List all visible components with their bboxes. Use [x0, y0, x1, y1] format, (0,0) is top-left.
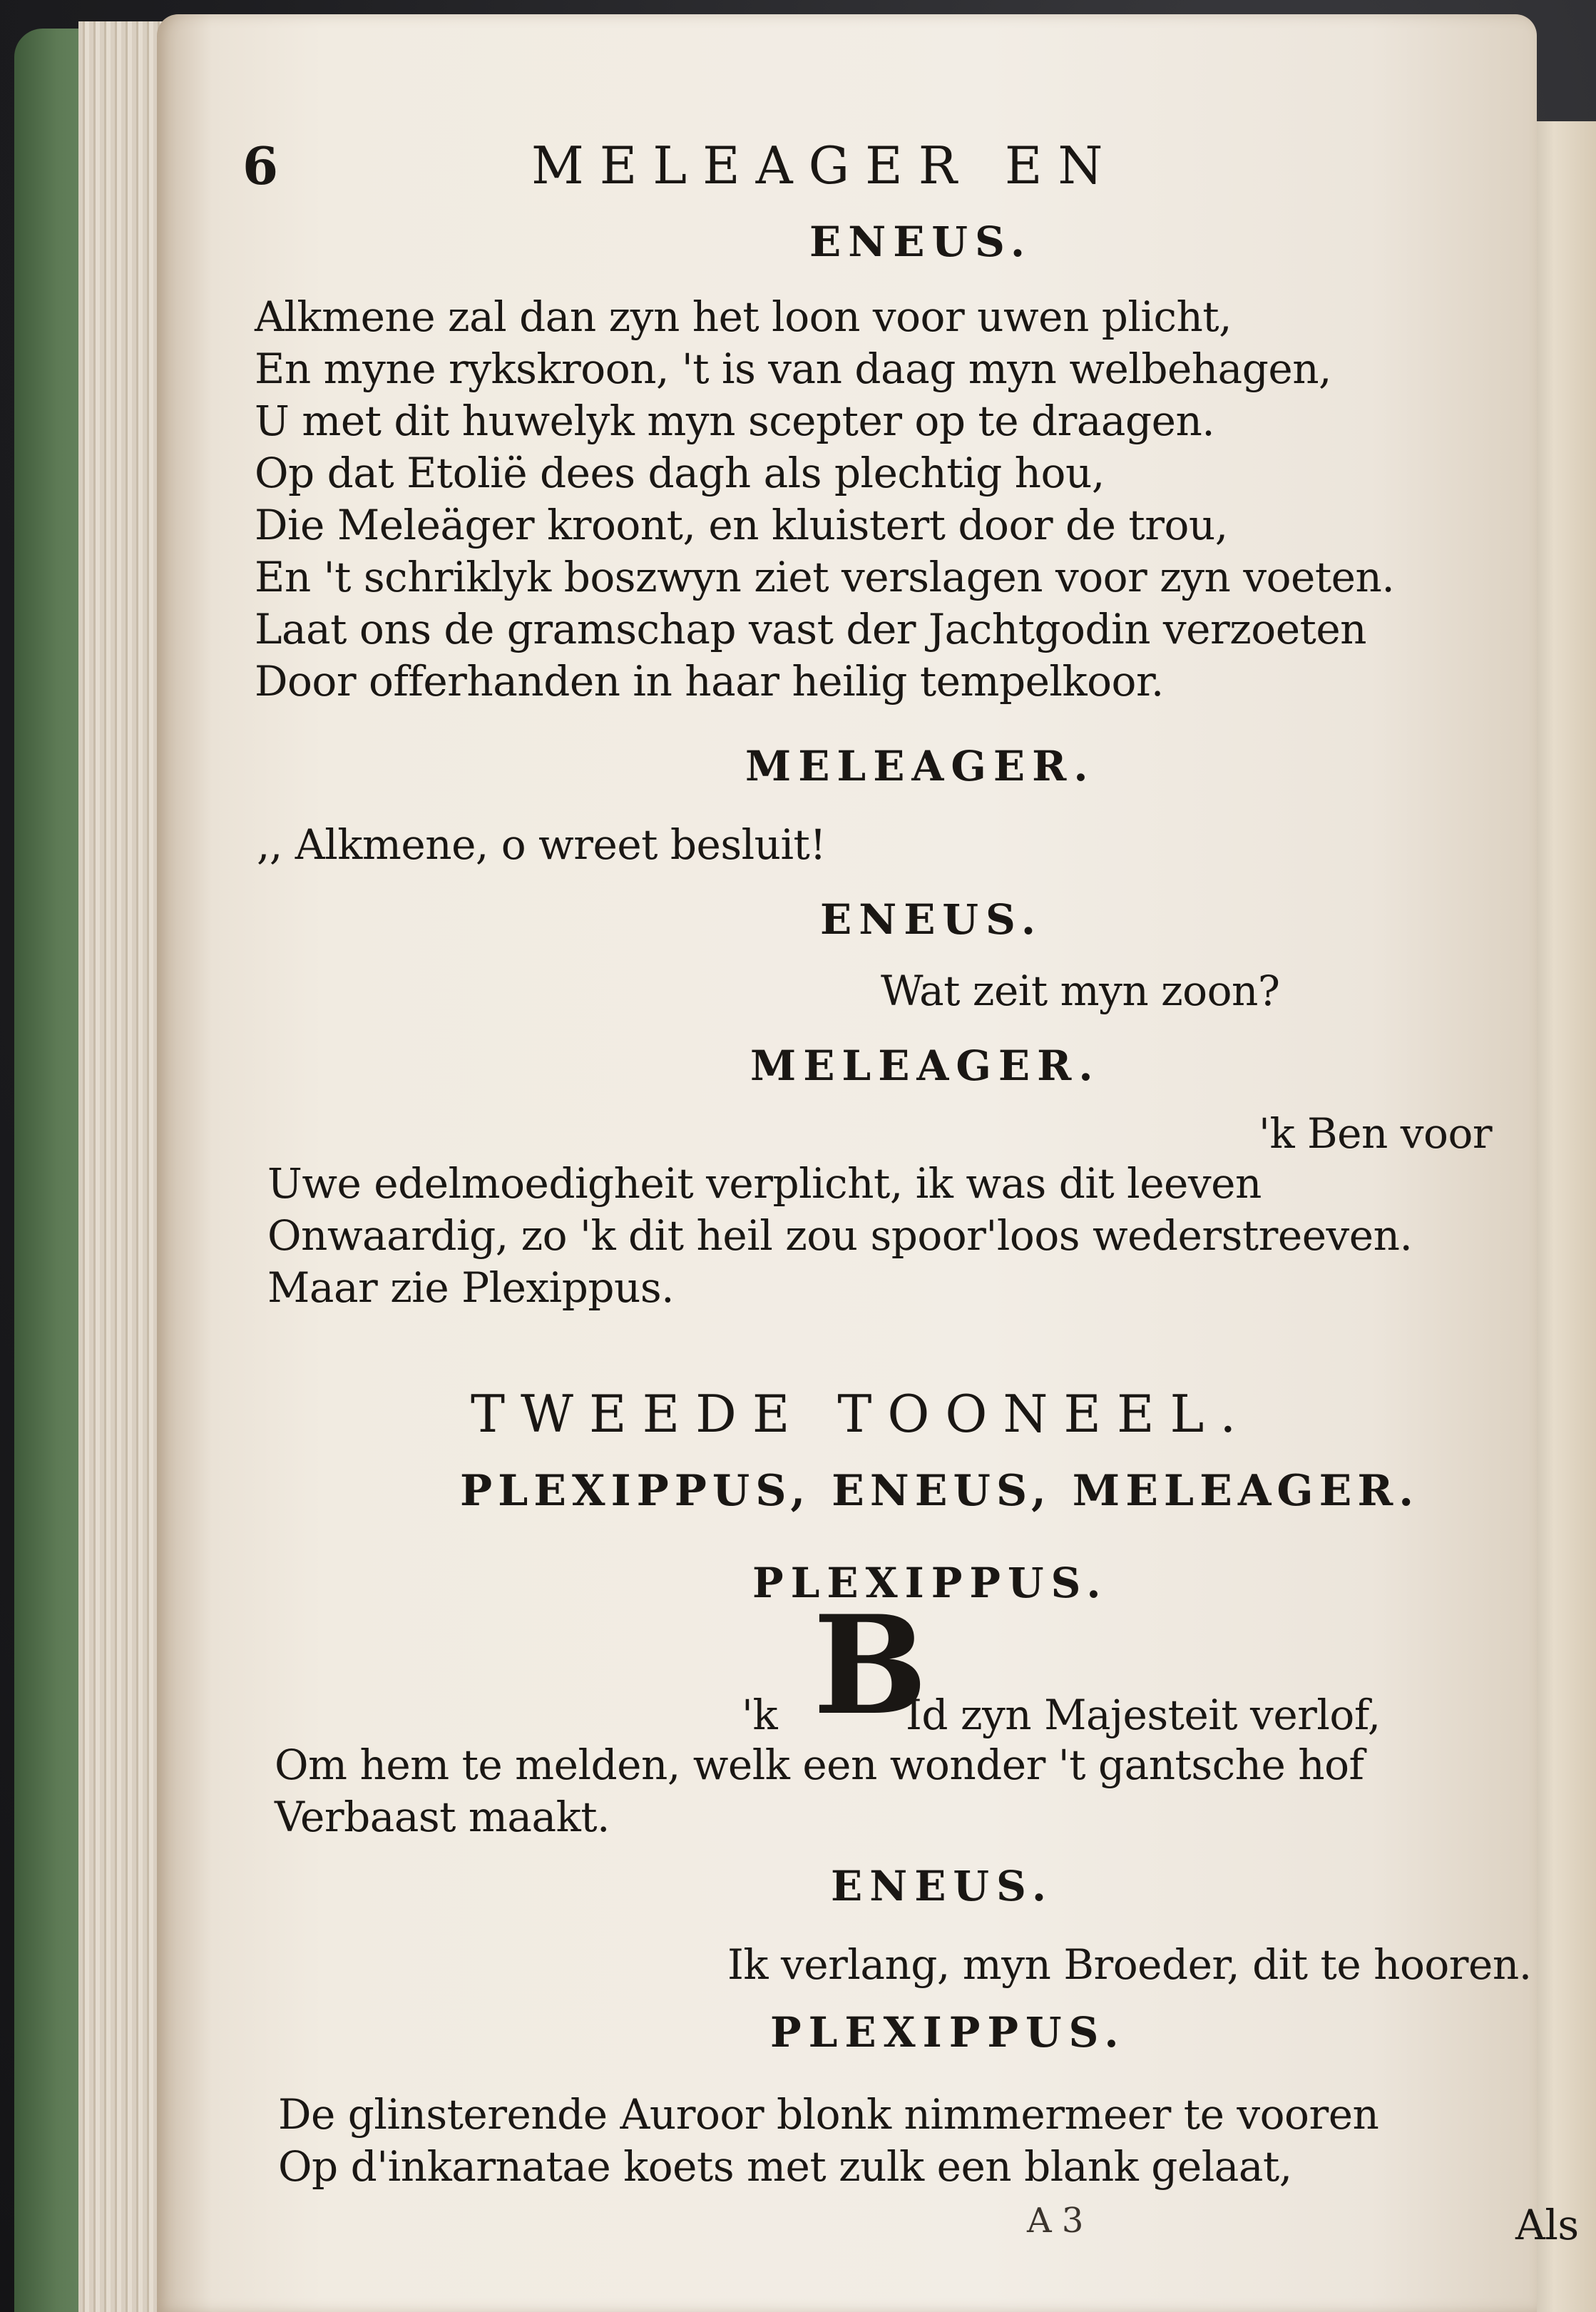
verse-line: ,, Alkmene, o wreet besluit!	[257, 820, 827, 869]
signature-mark: A 3	[1027, 2201, 1083, 2241]
verse-line: Onwaardig, zo 'k dit heil zou spoor'loos wederstreeven.	[267, 1211, 1413, 1260]
dropcap-prefix: 'k	[742, 1691, 778, 1739]
catchword: Als	[1515, 2201, 1579, 2249]
speaker-heading: ENEUS.	[809, 218, 1033, 266]
verse-line: Maar zie Plexippus.	[267, 1263, 675, 1312]
speaker-heading: PLEXIPPUS.	[752, 1559, 1108, 1607]
verse-line: Om hem te melden, welk een wonder 't gantsche hof	[275, 1741, 1364, 1789]
running-head: MELEAGER EN	[531, 136, 1119, 195]
verse-line: Laat ons de gramschap vast der Jachtgodin verzoeten	[255, 605, 1367, 653]
speaker-heading: PLEXIPPUS.	[770, 2008, 1126, 2057]
verse-line: Wat zeit myn zoon?	[881, 967, 1280, 1015]
speaker-heading: MELEAGER.	[745, 742, 1095, 790]
verse-line: Die Meleäger kroont, en kluistert door de trou,	[255, 501, 1228, 549]
verse-line: Op d'inkarnatae koets met zulk een blank gelaat,	[278, 2142, 1292, 2191]
verse-line: En 't schriklyk boszwyn ziet verslagen voor zyn voeten.	[255, 553, 1395, 601]
verse-line: U met dit huwelyk myn scepter op te draagen.	[255, 397, 1215, 445]
cast-list: PLEXIPPUS, ENEUS, MELEAGER.	[460, 1466, 1420, 1516]
scene-title: TWEEDE TOONEEL.	[471, 1384, 1252, 1444]
verse-line: Op dat Etolië dees dagh als plechtig hou,	[255, 449, 1105, 497]
verse-line: Uwe edelmoedigheit verplicht, ik was dit leeven	[267, 1159, 1262, 1208]
verse-line: Ik verlang, myn Broeder, dit te hooren.	[727, 1940, 1532, 1989]
speaker-heading: ENEUS.	[831, 1862, 1054, 1910]
verse-line: 'k Ben voor	[1259, 1109, 1493, 1158]
verse-line: Verbaast maakt.	[275, 1793, 610, 1841]
page-number: 6	[242, 136, 278, 196]
verse-line: En myne rykskroon, 't is van daag myn welbehagen,	[255, 345, 1331, 393]
verse-line: Id zyn Majesteit verlof,	[906, 1691, 1381, 1739]
speaker-heading: ENEUS.	[820, 895, 1043, 944]
verse-line: Alkmene zal dan zyn het loon voor uwen plicht,	[255, 292, 1232, 341]
drop-capital: B	[813, 1586, 928, 1745]
speaker-heading: MELEAGER.	[750, 1042, 1100, 1090]
verse-line: De glinsterende Auroor blonk nimmermeer te vooren	[278, 2090, 1379, 2139]
verse-line: Door offerhanden in haar heilig tempelkoor.	[255, 657, 1164, 706]
